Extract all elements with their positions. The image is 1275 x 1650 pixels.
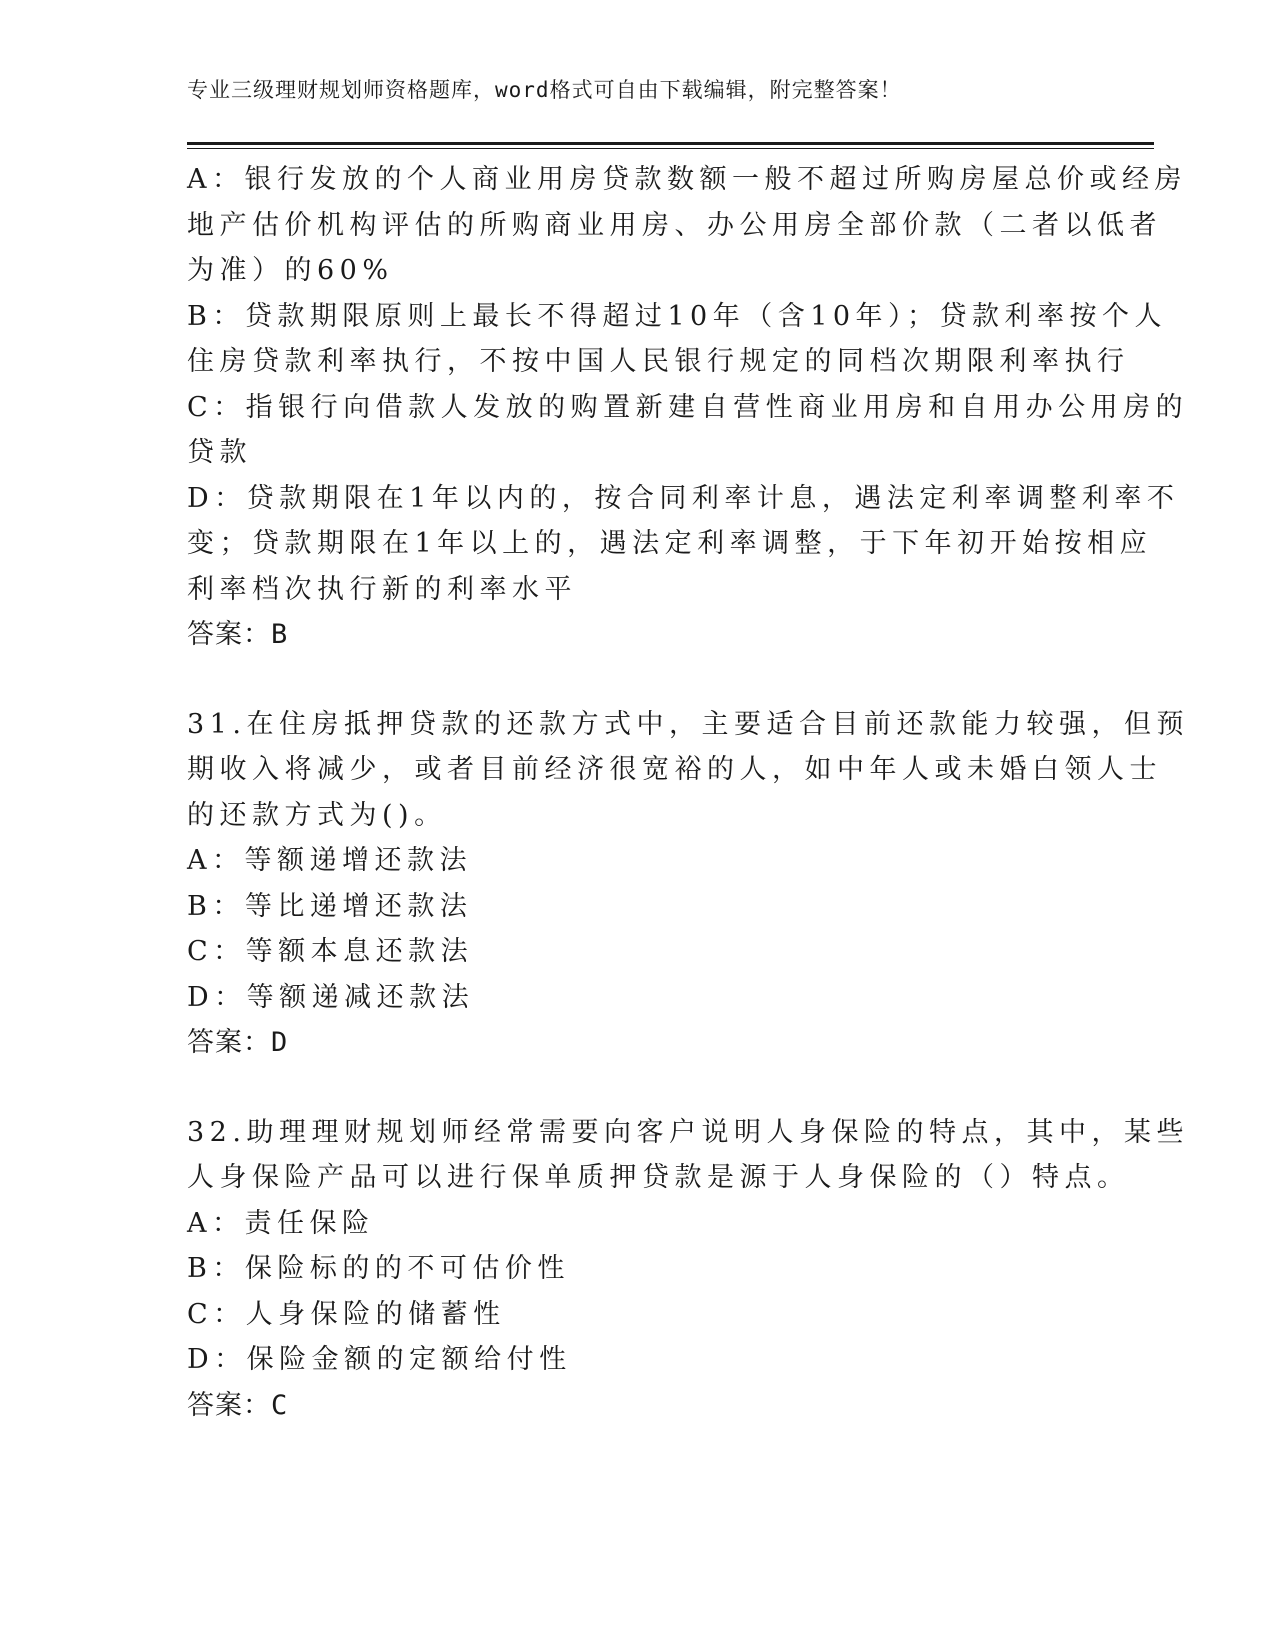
prev-question-options xyxy=(187,157,1189,658)
option-d: D：保险金额的定额给付性 xyxy=(187,1344,572,1375)
option-b: B：保险标的的不可估价性 xyxy=(187,1253,570,1284)
option-a: A：责任保险 xyxy=(187,1207,375,1239)
text-line: 住房贷款利率执行，不按中国人民银行规定的同档次期限利率执行 xyxy=(187,346,1130,377)
question-stem-line: 32.助理理财规划师经常需要向客户说明人身保险的特点，其中，某些 xyxy=(187,1116,1189,1148)
question-stem-line: 的还款方式为()。 xyxy=(187,799,447,831)
option-d: D：等额递减还款法 xyxy=(187,981,475,1013)
text-line: 变；贷款期限在1年以上的，遇法定利率调整，于下年初开始按相应 xyxy=(187,528,1153,559)
option-b: B：等比递增还款法 xyxy=(187,890,473,922)
page-content xyxy=(187,157,1189,1428)
text-line: C：指银行向借款人发放的购置新建自营性商业用房和自用办公用房的 xyxy=(187,391,1189,423)
text-line: 利率档次执行新的利率水平 xyxy=(187,573,577,605)
spacer xyxy=(187,1066,1067,1110)
page-header: 专业三级理财规划师资格题库，word格式可自由下载编辑，附完整答案！ xyxy=(187,78,902,102)
option-c: C：人身保险的储蓄性 xyxy=(187,1298,506,1330)
question-31 xyxy=(187,702,1189,1066)
text-line: A：银行发放的个人商业用房贷款数额一般不超过所购房屋总价或经房 xyxy=(187,164,1187,195)
option-c: C：等额本息还款法 xyxy=(187,936,474,967)
option-a: A：等额递增还款法 xyxy=(187,845,472,876)
spacer xyxy=(187,658,1067,702)
header-rule-thick xyxy=(187,142,1154,145)
header-rule-thin xyxy=(187,148,1154,149)
question-stem-line: 期收入将减少，或者目前经济很宽裕的人，如中年人或未婚白领人士 xyxy=(187,754,1162,785)
text-line: 为准）的60% xyxy=(187,255,394,286)
text-line: B：贷款期限原则上最长不得超过10年（含10年）；贷款利率按个人 xyxy=(187,300,1168,332)
text-line: D：贷款期限在1年以内的，按合同利率计息，遇法定利率调整利率不 xyxy=(187,482,1180,514)
question-stem-line: 人身保险产品可以进行保单质押贷款是源于人身保险的（）特点。 xyxy=(187,1162,1130,1193)
text-line: 地产估价机构评估的所购商业用房、办公用房全部价款（二者以低者 xyxy=(187,209,1162,241)
answer-line: 答案：D xyxy=(187,1027,289,1058)
question-32 xyxy=(187,1110,1189,1429)
question-stem-line: 31.在住房抵押贷款的还款方式中，主要适合目前还款能力较强，但预 xyxy=(187,708,1189,740)
answer-line: 答案：C xyxy=(187,1389,289,1421)
answer-line: 答案：B xyxy=(187,619,289,650)
text-line: 贷款 xyxy=(187,437,252,468)
